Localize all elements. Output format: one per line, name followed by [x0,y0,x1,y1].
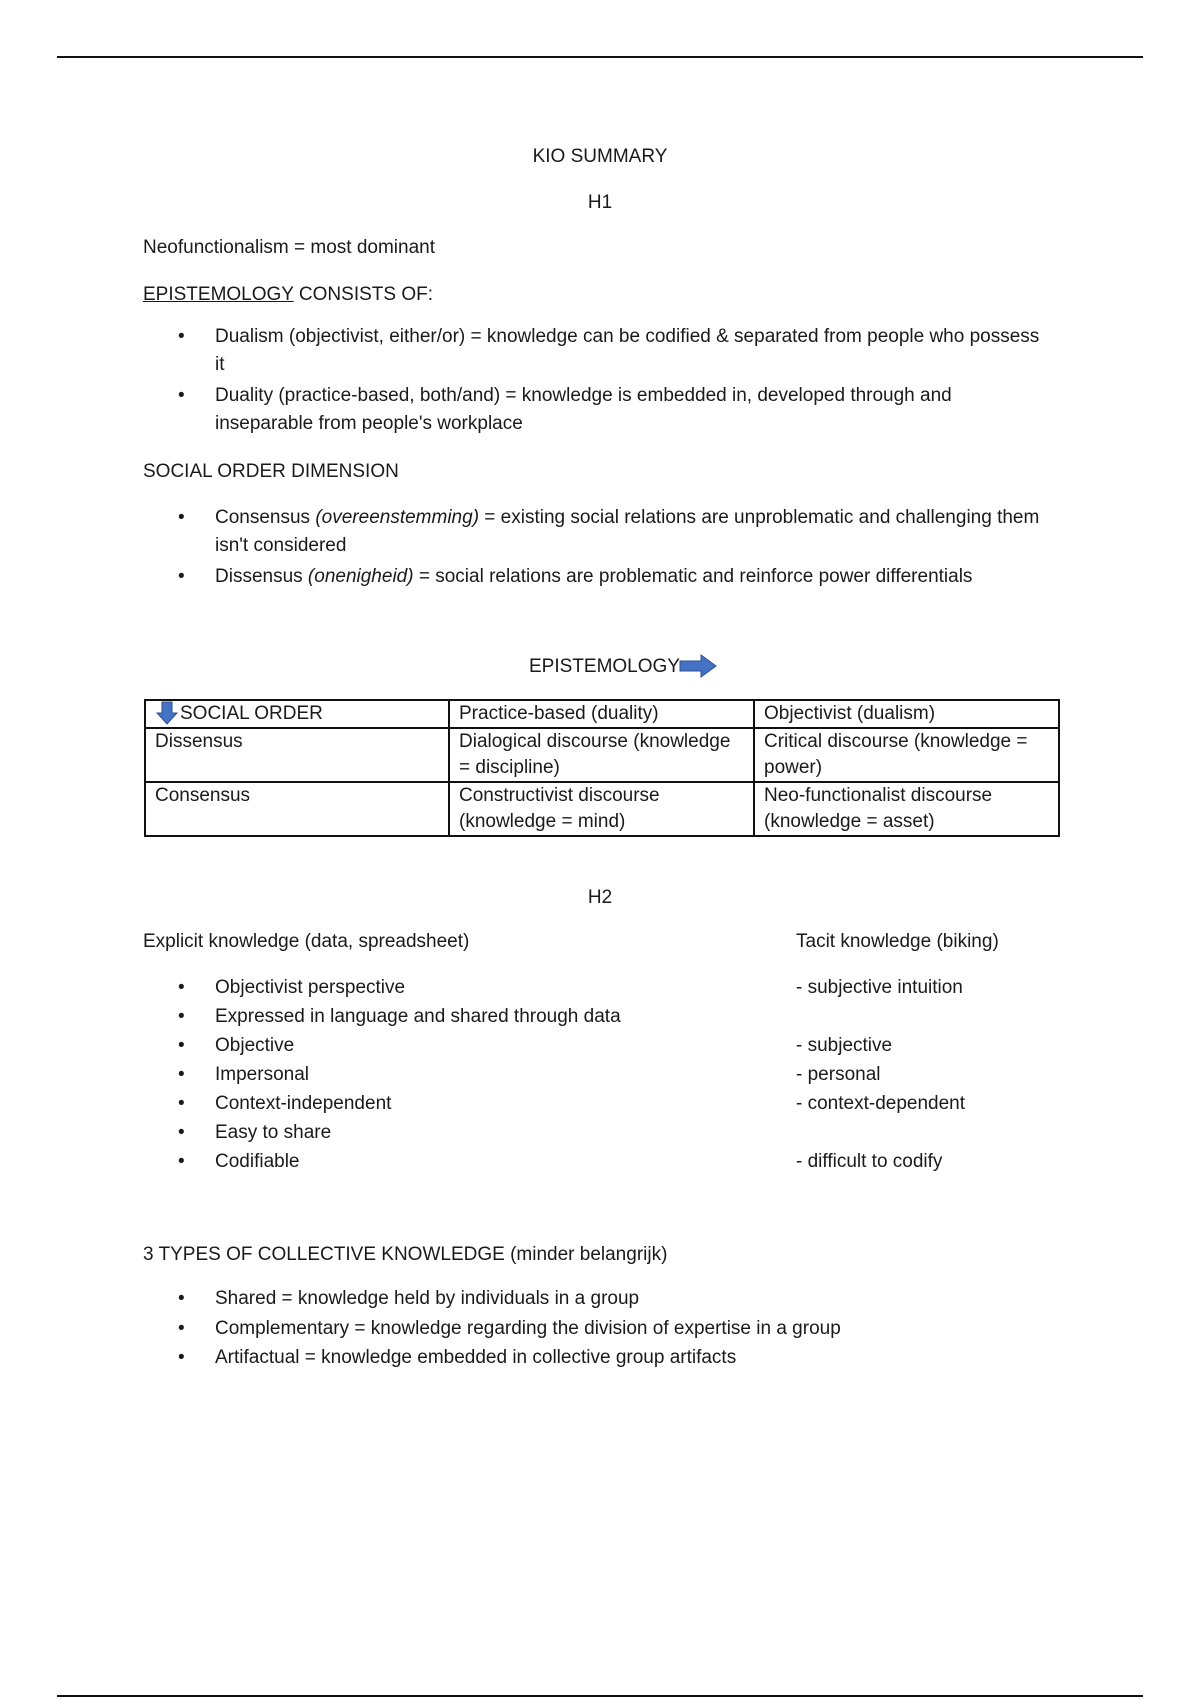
term: Consensus [215,507,316,528]
table-cell: Dialogical discourse (knowledge = discipline) [449,728,754,782]
tacit-heading: Tacit knowledge (biking) [796,931,999,952]
list-item: Easy to share [215,1122,332,1143]
bullet-icon: • [178,1151,185,1172]
tacit-item: - context-dependent [796,1093,966,1114]
table-row [145,782,1059,836]
arrow-right-icon [679,654,717,678]
header-rule [57,56,1143,58]
translation: (overeenstemming) [315,507,480,528]
social-order-heading: SOCIAL ORDER DIMENSION [143,461,399,482]
arrow-down-icon [156,701,178,725]
list-item: Artifactual = knowledge embedded in collective group artifacts [215,1347,737,1368]
collective-heading: 3 TYPES OF COLLECTIVE KNOWLEDGE (minder belangrijk) [143,1244,668,1265]
bullet-icon: • [178,1122,185,1143]
list-item: Complementary = knowledge regarding the division of expertise in a group [215,1318,841,1339]
explicit-heading: Explicit knowledge (data, spreadsheet) [143,931,470,952]
table-cell: Objectivist (dualism) [754,700,1059,728]
tacit-item: - subjective [796,1035,893,1056]
bullet-icon: • [178,977,185,998]
table-cell: Dissensus [145,728,449,782]
epistemology-heading-underlined: EPISTEMOLOGY [143,284,294,305]
epistemology-matrix [144,699,1060,837]
epistemology-heading-rest: CONSISTS OF: [293,284,433,305]
list-item [215,563,1045,591]
definition: = social relations are problematic and reinforce power differentials [413,566,973,587]
bullet-icon: • [178,1347,185,1368]
table-cell: Critical discourse (knowledge = power) [754,728,1059,782]
list-item: Expressed in language and shared through data [215,1006,621,1027]
tacit-item: - personal [796,1064,881,1085]
list-item: Codifiable [215,1151,300,1172]
bullet-icon: • [178,385,185,406]
bullet-icon: • [178,1006,185,1027]
table-cell: Constructivist discourse (knowledge = mind) [449,782,754,836]
list-item: Objective [215,1035,295,1056]
matrix-caption: EPISTEMOLOGY [529,656,680,677]
table-header-row [145,700,1059,728]
footer-rule [57,1695,1143,1697]
table-cell: Neo-functionalist discourse (knowledge = asset) [754,782,1059,836]
epistemology-heading [143,281,433,309]
document-title: KIO SUMMARY [532,146,668,167]
bullet-icon: • [178,566,185,587]
tacit-item: - difficult to codify [796,1151,943,1172]
list-item: Dualism (objectivist, either/or) = knowledge can be codified & separated from people who possess it [215,326,1040,375]
bullet-icon: • [178,1093,185,1114]
bullet-icon: • [178,1035,185,1056]
list-item [215,504,1045,560]
table-cell: Consensus [145,782,449,836]
table-cell: SOCIAL ORDER [145,700,449,728]
list-item: Shared = knowledge held by individuals in a group [215,1288,640,1309]
translation: (onenigheid) [307,566,414,587]
bullet-icon: • [178,1288,185,1309]
table-cell: Practice-based (duality) [449,700,754,728]
section-h2-label: H2 [587,887,613,908]
table-row [145,728,1059,782]
term: Dissensus [215,566,308,587]
list-item: Objectivist perspective [215,977,406,998]
intro-line: Neofunctionalism = most dominant [143,237,436,258]
tacit-item: - subjective intuition [796,977,963,998]
definition: = existing social relations are unproblematic and challenging them isn't considered [215,507,1040,556]
bullet-icon: • [178,326,185,347]
list-item: Duality (practice-based, both/and) = knowledge is embedded in, developed through and inseparable from people's workplace [215,385,952,434]
list-item: Impersonal [215,1064,309,1085]
bullet-icon: • [178,1064,185,1085]
list-item: Context-independent [215,1093,392,1114]
section-h1-label: H1 [587,192,613,213]
bullet-icon: • [178,1318,185,1339]
bullet-icon: • [178,507,185,528]
